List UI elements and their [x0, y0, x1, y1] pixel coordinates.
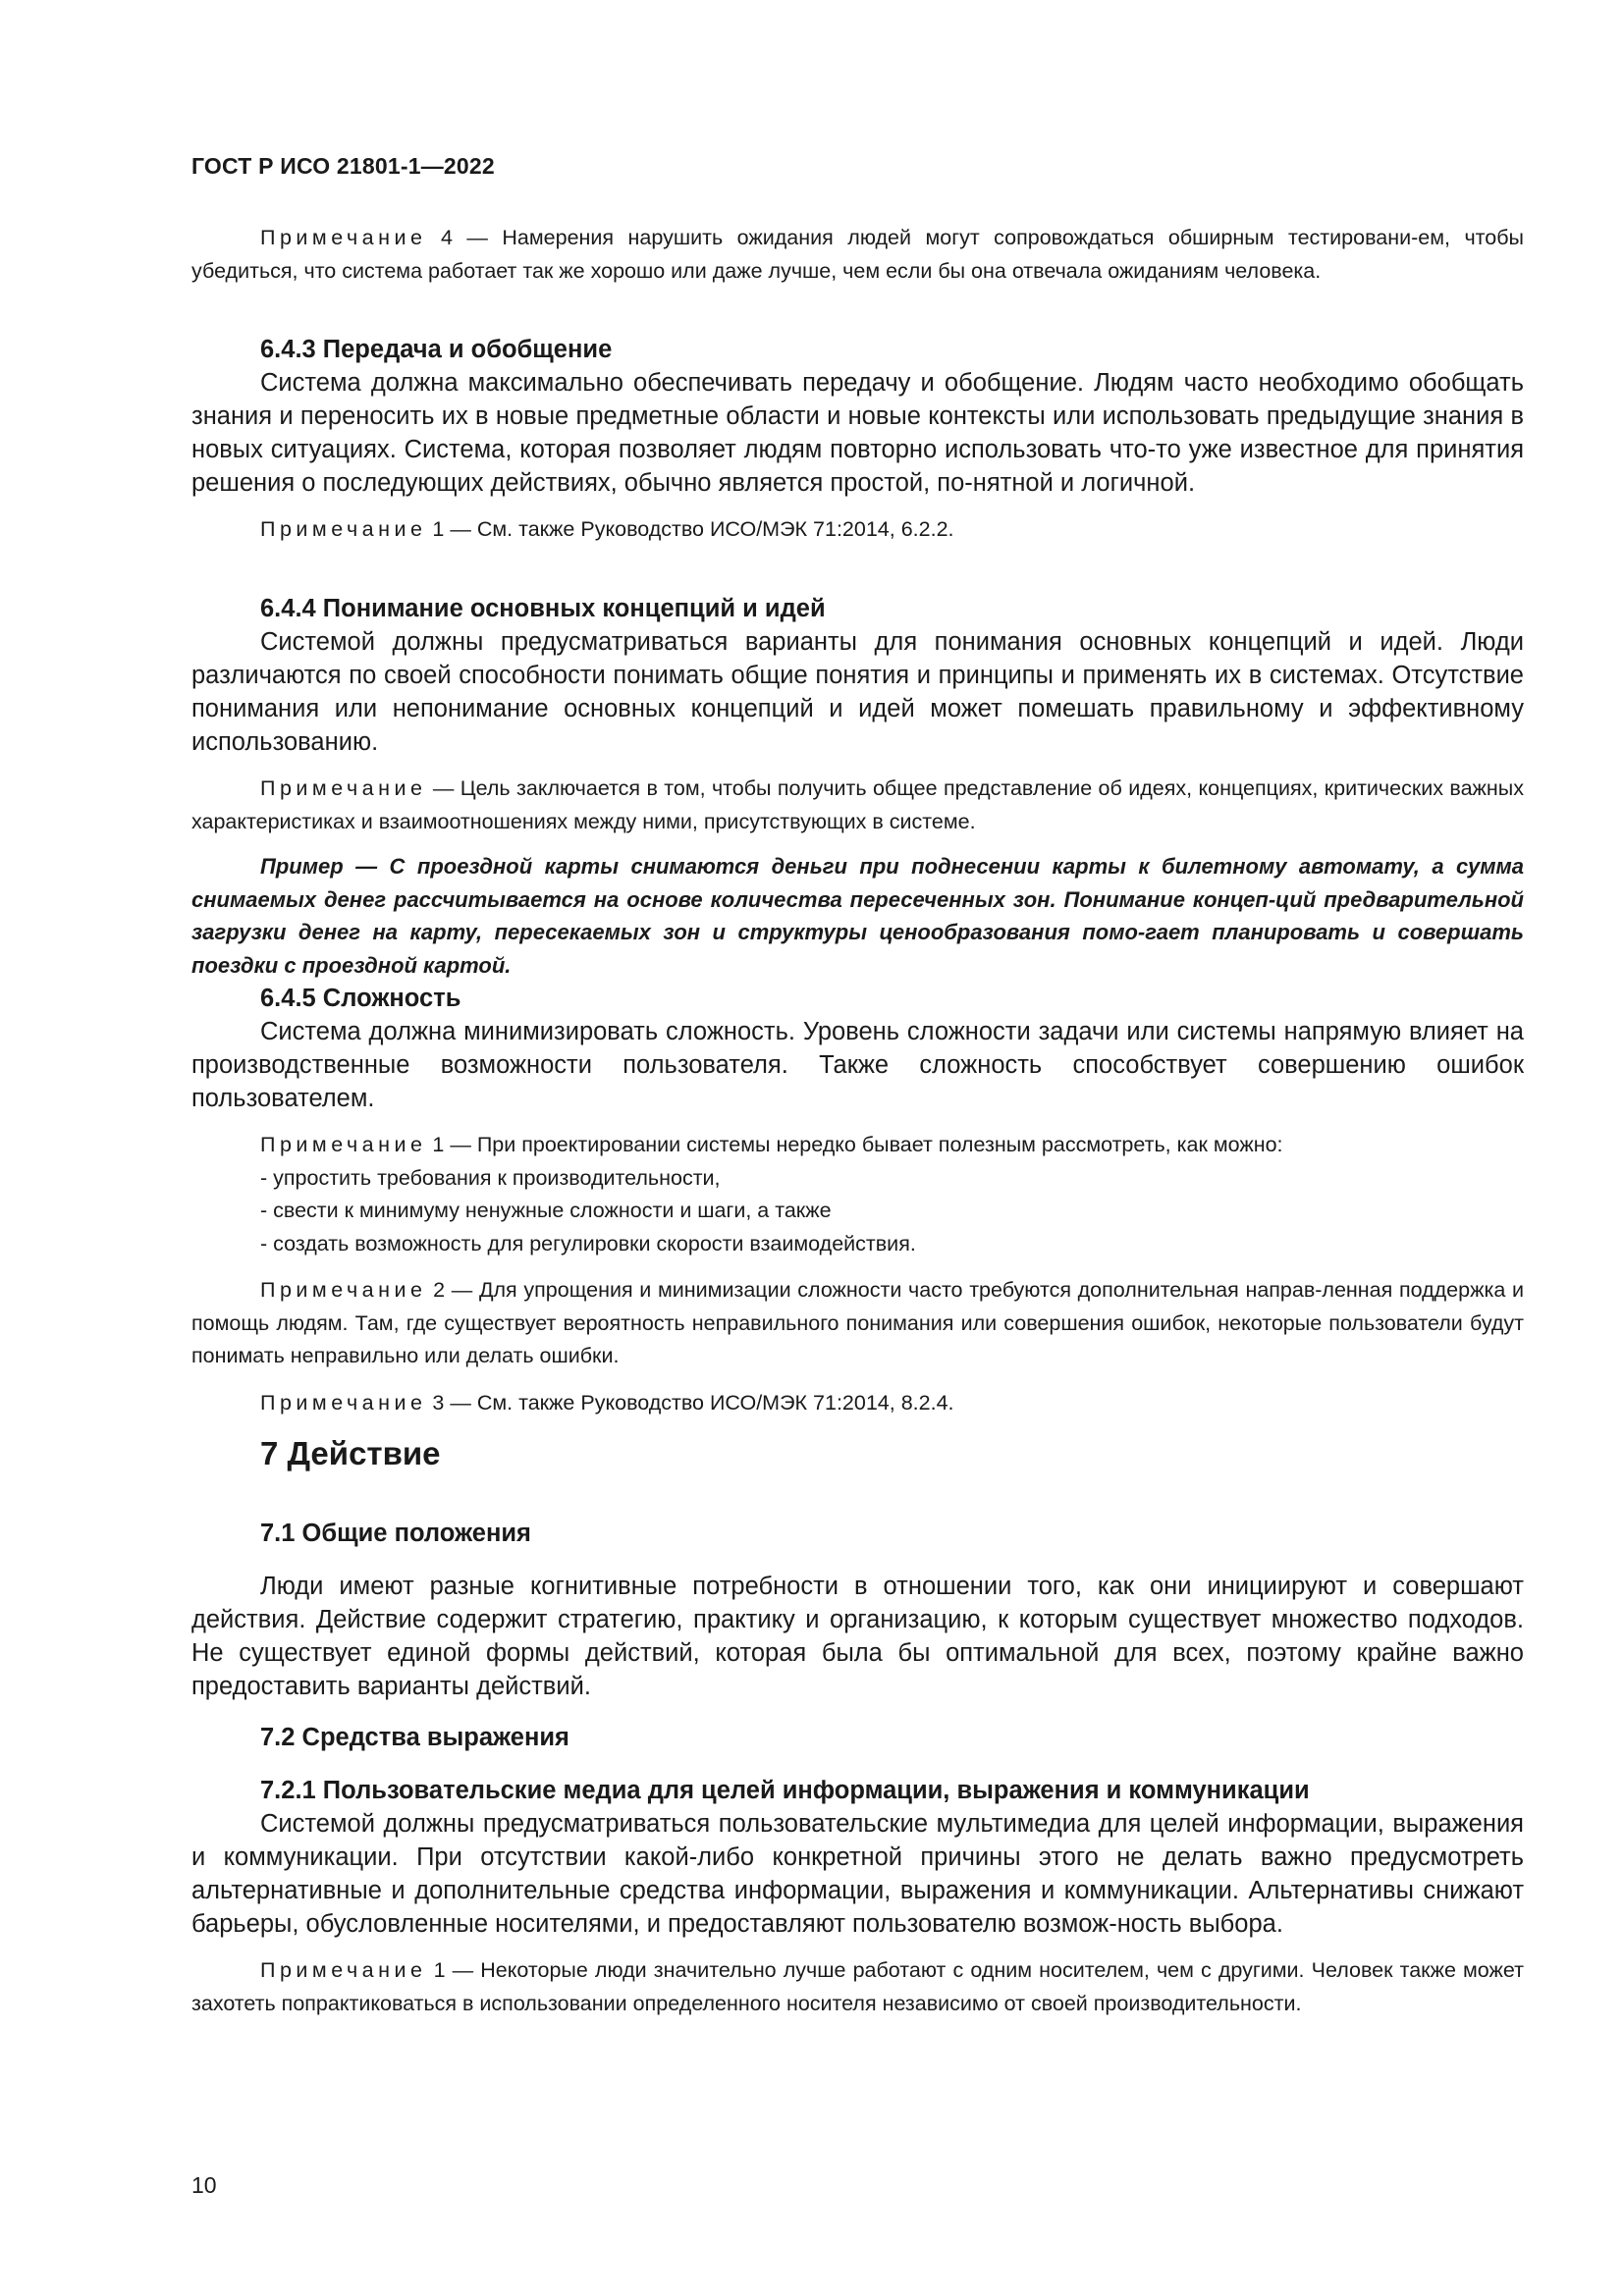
section-6-4-4 — [191, 592, 1524, 982]
page-number: 10 — [191, 2172, 217, 2198]
section-6-4-5 — [191, 982, 1524, 1419]
note-label: Примечание — [260, 1133, 427, 1156]
note-3 — [191, 1387, 1524, 1420]
section-heading: 7.2 Средства выражения — [260, 1724, 569, 1751]
note-text: 2 — Для упрощения и минимизации сложности часто требуются дополнительная направ-ленная поддержка и помощь людям. Там, где существует вероятность неправильного понимания или совершения ошибок, некоторые пользователи будут понимать неправильно или делать ошибки. — [191, 1278, 1524, 1367]
section-body: Система должна минимизировать сложность. Уровень сложности задачи или системы напрямую влияет на производственные возможности пользователя. Также сложность способствует совершению ошибок пользователем. — [191, 1018, 1524, 1112]
note-text: 1 — См. также Руководство ИСО/МЭК 71:2014, 6.2.2. — [426, 517, 954, 541]
list-item: - создать возможность для регулировки скорости взаимодействия. — [260, 1231, 916, 1255]
section-heading: 6.4.4 Понимание основных концепций и идей — [260, 595, 826, 622]
section-note — [191, 773, 1524, 838]
section-6-4-3 — [191, 333, 1524, 547]
document-code-header: ГОСТ Р ИСО 21801-1—2022 — [191, 153, 495, 179]
note-label: Примечание — [260, 517, 427, 541]
note-label: Примечание — [260, 1958, 427, 1982]
note-2 — [191, 1274, 1524, 1373]
section-7-heading: 7 Действие — [260, 1435, 441, 1471]
section-7-1 — [191, 1517, 1524, 1703]
note-text: 4 — Намерения нарушить ожидания людей могут сопровождаться обширным тестировани-ем, чтобы убедиться, что система работает так же хорошо или даже лучше, чем если бы она отвечала ожиданиям человека. — [191, 226, 1524, 283]
section-body: Системой должны предусматриваться варианты для понимания основных концепций и идей. Люди различаются по своей способности понимать общие понятия и принципы и применять их в системах. Отсутствие понимания или непонимание основных концепций и идей может помешать правильному и эффективному использованию. — [191, 628, 1524, 756]
section-body: Система должна максимально обеспечивать передачу и обобщение. Людям часто необходимо обобщать знания и переносить их в новые предметные области и новые контексты или использовать предыдущие знания в новых ситуациях. Система, которая позволяет людям повторно использовать что-то уже известное для принятия решения о последующих действиях, обычно является простой, по-нятной и логичной. — [191, 369, 1524, 497]
section-body: Системой должны предусматриваться пользовательские мультимедиа для целей информации, выражения и коммуникации. При отсутствии какой-либо конкретной причины этого не делать важно предусмотреть альтернативные и дополнительные средства информации, выражения и коммуникации. Альтернативы снижают барьеры, обусловленные носителями, и предоставляют пользователю возмож-ность выбора. — [191, 1810, 1524, 1938]
section-heading: 7.1 Общие положения — [260, 1520, 531, 1547]
list-item: - упростить требования к производительности, — [260, 1165, 721, 1190]
note-label: Примечание — [260, 1390, 427, 1415]
section-heading: 6.4.3 Передача и обобщение — [260, 336, 613, 363]
subsection-heading: 7.2.1 Пользовательские медиа для целей информации, выражения и коммуникации — [260, 1777, 1310, 1804]
section-body: Люди имеют разные когнитивные потребности в отношении того, как они инициируют и совершают действия. Действие содержит стратегию, практику и организацию, к которым существует множество подходов. Не существует единой формы действий, которая была бы оптимальной для всех, поэтому крайне важно предоставить варианты действий. — [191, 1573, 1524, 1700]
list-item: - свести к минимуму ненужные сложности и шаги, а также — [260, 1199, 832, 1222]
example-text: Пример — С проездной карты снимаются деньги при поднесении карты к билетному автомату, а сумма снимаемых денег рассчитывается на основе количества пересеченных зон. Понимание концеп-ций предварительной загрузки денег на карту, пересекаемых зон и структуры ценообразования помо-гает планировать и совершать поездки с проездной картой. — [191, 854, 1524, 978]
note-4 — [191, 222, 1524, 288]
note-1 — [191, 1129, 1524, 1162]
note-text: — Цель заключается в том, чтобы получить общее представление об идеях, концепциях, критических важных характеристиках и взаимоотношениях между ними, присутствующих в системе. — [191, 776, 1524, 833]
note-text: 3 — См. также Руководство ИСО/МЭК 71:2014, 8.2.4. — [426, 1390, 954, 1415]
section-note — [191, 513, 1524, 547]
note-label: Примечание — [260, 776, 427, 800]
note-text: 1 — При проектировании системы нередко бывает полезным рассмотреть, как можно: — [426, 1133, 1283, 1156]
note-label: Примечание — [260, 226, 427, 249]
note-text: 1 — Некоторые люди значительно лучше работают с одним носителем, чем с другими. Человек также может захотеть попрактиковаться в использовании определенного носителя независимо от своей производительности. — [191, 1958, 1524, 2015]
note-label: Примечание — [260, 1278, 427, 1302]
section-heading: 6.4.5 Сложность — [260, 985, 461, 1012]
section-note — [191, 1954, 1524, 2020]
section-7-2 — [191, 1721, 1524, 2020]
